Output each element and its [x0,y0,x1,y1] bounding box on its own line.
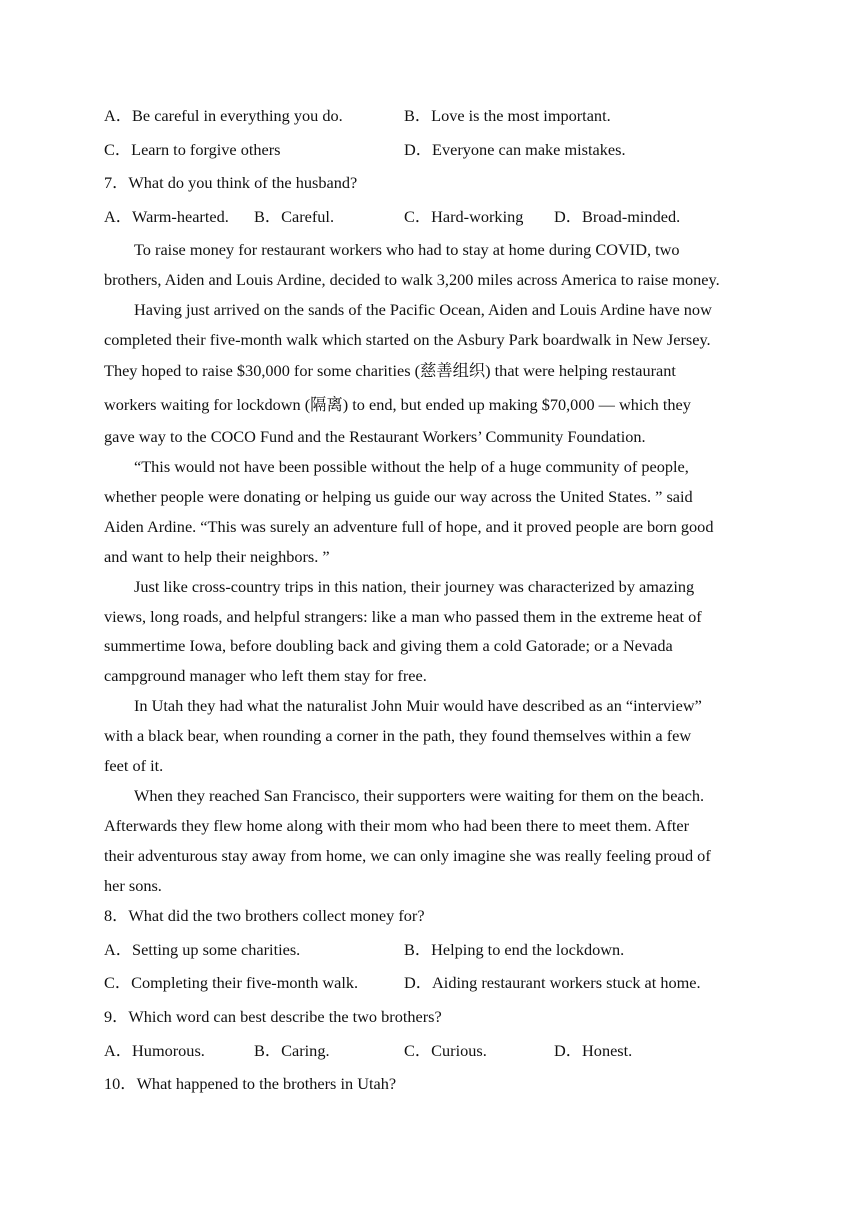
q8-option-b: B．Helping to end the lockdown. [404,940,625,959]
passage-p6-line2: Afterwards they flew home along with their mom who had been there to meet them. After [104,816,690,835]
passage-p4-line3: summertime Iowa, before doubling back and giving them a cold Gatorade; or a Nevada [104,636,673,655]
q7-option-b: B．Careful. [254,207,335,226]
q7-option-a: A．Warm-hearted. [104,207,229,226]
q9-option-a: A．Humorous. [104,1041,205,1060]
q10-question: 10．What happened to the brothers in Utah? [104,1074,397,1093]
q6-option-a: A．Be careful in everything you do. [104,106,343,125]
q8-option-c: C．Completing their five-month walk. [104,973,359,992]
passage-p2-line2: completed their five-month walk which started on the Asbury Park boardwalk in New Jersey. [104,330,711,349]
passage-p4-line2: views, long roads, and helpful strangers: like a man who passed them in the extreme heat of [104,607,702,626]
passage-p3-line3: Aiden Ardine. “This was surely an adventure full of hope, and it proved people are born good [104,517,714,536]
passage-p6-line1: When they reached San Francisco, their supporters were waiting for them on the beach. [134,786,705,805]
q8-option-a: A．Setting up some charities. [104,940,301,959]
passage-p6-line3: their adventurous stay away from home, we can only imagine she was really feeling proud of [104,846,711,865]
passage-p3-line4: and want to help their neighbors. ” [104,547,330,566]
passage-p2-line4: workers waiting for lockdown (隔离) to end, but ended up making $70,000 — which they [104,395,691,414]
passage-p3-line1: “This would not have been possible without the help of a huge community of people, [134,457,689,476]
passage-p4-line4: campground manager who left them stay for free. [104,666,427,685]
passage-p5-line3: feet of it. [104,756,164,775]
passage-p1-line1: To raise money for restaurant workers who had to stay at home during COVID, two [134,240,680,259]
q6-option-b: B．Love is the most important. [404,106,611,125]
q8-option-d: D．Aiding restaurant workers stuck at home. [404,973,701,992]
passage-p2-line1: Having just arrived on the sands of the Pacific Ocean, Aiden and Louis Ardine have now [134,300,712,319]
q9-option-d: D．Honest. [554,1041,633,1060]
q7-option-c: C．Hard-working [404,207,524,226]
q9-question: 9．Which word can best describe the two brothers? [104,1007,442,1026]
q6-option-d: D．Everyone can make mistakes. [404,140,626,159]
passage-p1-line2: brothers, Aiden and Louis Ardine, decided to walk 3,200 miles across America to raise money. [104,270,720,289]
passage-p2-line5: gave way to the COCO Fund and the Restaurant Workers’ Community Foundation. [104,427,646,446]
passage-p5-line2: with a black bear, when rounding a corner in the path, they found themselves within a few [104,726,692,745]
q9-option-c: C．Curious. [404,1041,487,1060]
passage-p3-line2: whether people were donating or helping us guide our way across the United States. ” said [104,487,693,506]
q9-option-b: B．Caring. [254,1041,330,1060]
passage-p6-line4: her sons. [104,876,162,895]
q8-question: 8．What did the two brothers collect money for? [104,906,425,925]
passage-p2-line3: They hoped to raise $30,000 for some charities (慈善组织) that were helping restaurant [104,361,676,380]
passage-p4-line1: Just like cross-country trips in this nation, their journey was characterized by amazing [134,577,695,596]
q7-question: 7．What do you think of the husband? [104,173,358,192]
q6-option-c: C．Learn to forgive others [104,140,281,159]
q7-option-d: D．Broad-minded. [554,207,681,226]
passage-p5-line1: In Utah they had what the naturalist John Muir would have described as an “interview” [134,696,702,715]
